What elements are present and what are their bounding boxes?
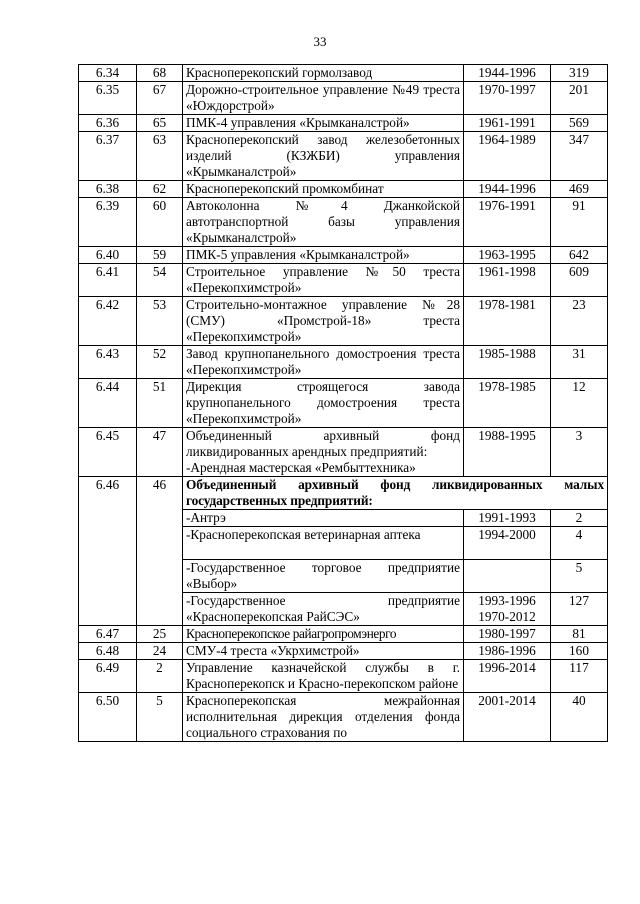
fond-name: Строительно-монтажное управление №28 (СМУ) «Промстрой-18» треста «Перекопхимстрой» (183, 297, 464, 346)
row-number: 6.38 (79, 181, 137, 198)
date-range: 1961-1991 (464, 115, 551, 132)
date-range: 1985-1988 (464, 346, 551, 379)
fond-name: Красноперекопский промкомбинат (183, 181, 464, 198)
row-number: 6.37 (79, 132, 137, 181)
fond-number: 60 (137, 198, 183, 247)
table-row (79, 643, 608, 660)
fond-name-title: Объединенный архивный фонд ликвидированных арендных предприятий: (186, 428, 460, 459)
fond-name: СМУ-4 треста «Укрхимстрой» (183, 643, 464, 660)
fond-number: 5 (137, 693, 183, 742)
row-number: 6.40 (79, 247, 137, 264)
row-number: 6.35 (79, 82, 137, 115)
table-row (79, 132, 608, 181)
item-count: 40 (551, 693, 608, 742)
date-range: 1970-1997 (464, 82, 551, 115)
item-count: 31 (551, 346, 608, 379)
date-range: 1996-2014 (464, 660, 551, 693)
fond-name: Управление казначейской службы в г. Красноперекопск и Красно-перекопском районе (183, 660, 464, 693)
fond-number: 52 (137, 346, 183, 379)
fond-name: ПМК-4 управления «Крымканалстрой» (183, 115, 464, 132)
fond-name: Красноперекопская межрайонная исполнительная дирекция отделения фонда социального страхования по (183, 693, 464, 742)
item-count: 160 (551, 643, 608, 660)
item-count: 5 (551, 560, 608, 593)
fond-number: 65 (137, 115, 183, 132)
date-range: 1961-1998 (464, 264, 551, 297)
item-count: 3 (551, 428, 608, 477)
row-number: 6.36 (79, 115, 137, 132)
row-number: 6.34 (79, 65, 137, 82)
date-range: 1994-2000 (464, 527, 551, 560)
fond-name (183, 428, 464, 477)
fond-name: Дорожно-строительное управление №49 треста «Юждорстрой» (183, 82, 464, 115)
date-range: 2001-2014 (464, 693, 551, 742)
table-row (79, 693, 608, 742)
date-range: 1988-1995 (464, 428, 551, 477)
fond-name: Красноперекопское райагропромэнерго (183, 626, 464, 643)
item-count: 12 (551, 379, 608, 428)
sub-fond-name: -Государственное предприятие «Красноперекопская РайСЭС» (183, 593, 464, 626)
date-range: 1963-1995 (464, 247, 551, 264)
table-row (79, 198, 608, 247)
item-count: 81 (551, 626, 608, 643)
row-number: 6.41 (79, 264, 137, 297)
date-range (464, 593, 551, 626)
fond-name: Красноперекопский гормолзавод (183, 65, 464, 82)
row-number: 6.43 (79, 346, 137, 379)
item-count: 569 (551, 115, 608, 132)
fond-number: 24 (137, 643, 183, 660)
item-count: 2 (551, 510, 608, 527)
table-row (79, 297, 608, 346)
sub-fond-name: -Антрэ (183, 510, 464, 527)
fond-name: Дирекция строящегося завода крупнопанельного домостроения треста «Перекопхимстрой» (183, 379, 464, 428)
item-count: 642 (551, 247, 608, 264)
date-range (464, 560, 551, 593)
fond-name: Красноперекопский завод железобетонных изделий (КЗЖБИ) управления «Крымканалстрой» (183, 132, 464, 181)
item-count: 319 (551, 65, 608, 82)
fond-number: 53 (137, 297, 183, 346)
date-range-lines: 1993-1996 1970-2012 (478, 593, 536, 624)
fond-number: 51 (137, 379, 183, 428)
fond-number: 62 (137, 181, 183, 198)
table-row (79, 82, 608, 115)
row-number: 6.49 (79, 660, 137, 693)
table-row (79, 660, 608, 693)
row-number: 6.45 (79, 428, 137, 477)
item-count: 609 (551, 264, 608, 297)
fond-number: 25 (137, 626, 183, 643)
date-range: 1964-1989 (464, 132, 551, 181)
fond-number: 46 (137, 477, 183, 626)
date-range: 1944-1996 (464, 181, 551, 198)
item-count: 469 (551, 181, 608, 198)
date-range: 1976-1991 (464, 198, 551, 247)
row-number: 6.46 (79, 477, 137, 626)
table-row (79, 379, 608, 428)
item-count: 91 (551, 198, 608, 247)
item-count: 23 (551, 297, 608, 346)
date-range: 1986-1996 (464, 643, 551, 660)
table-row (79, 626, 608, 643)
fond-number: 47 (137, 428, 183, 477)
fonds-table-body (79, 65, 608, 742)
item-count: 117 (551, 660, 608, 693)
table-row (79, 264, 608, 297)
table-row (79, 65, 608, 82)
row-number: 6.39 (79, 198, 137, 247)
date-range: 1978-1985 (464, 379, 551, 428)
date-range: 1980-1997 (464, 626, 551, 643)
date-range: 1978-1981 (464, 297, 551, 346)
fond-number: 54 (137, 264, 183, 297)
fond-number: 2 (137, 660, 183, 693)
fond-sub-item: -Арендная мастерская «Рембыттехника» (186, 460, 416, 475)
table-row (79, 115, 608, 132)
fond-number: 63 (137, 132, 183, 181)
table-row (79, 477, 608, 510)
fond-name: Завод крупнопанельного домостроения треста «Перекопхимстрой» (183, 346, 464, 379)
item-count: 347 (551, 132, 608, 181)
item-count: 4 (551, 527, 608, 560)
item-count: 127 (551, 593, 608, 626)
fonds-table (78, 64, 608, 742)
date-range: 1991-1993 (464, 510, 551, 527)
item-count: 201 (551, 82, 608, 115)
sub-fond-name: -Государственное торговое предприятие «Выбор» (183, 560, 464, 593)
table-row (79, 181, 608, 198)
table-row (79, 346, 608, 379)
fond-name: ПМК-5 управления «Крымканалстрой» (183, 247, 464, 264)
page-number: 33 (313, 34, 327, 49)
group-title: Объединенный архивный фонд ликвидированных малых государственных предприятий: (183, 477, 608, 510)
fond-name: Автоколонна №4 Джанкойской автотранспортной базы управления «Крымканалстрой» (183, 198, 464, 247)
row-number: 6.42 (79, 297, 137, 346)
fond-name: Строительное управление №50 треста «Перекопхимстрой» (183, 264, 464, 297)
row-number: 6.50 (79, 693, 137, 742)
fond-number: 67 (137, 82, 183, 115)
fond-number: 68 (137, 65, 183, 82)
fond-number: 59 (137, 247, 183, 264)
sub-fond-name: -Красноперекопская ветеринарная аптека (183, 527, 464, 560)
table-row (79, 247, 608, 264)
table-row (79, 428, 608, 477)
row-number: 6.48 (79, 643, 137, 660)
date-range: 1944-1996 (464, 65, 551, 82)
row-number: 6.47 (79, 626, 137, 643)
row-number: 6.44 (79, 379, 137, 428)
